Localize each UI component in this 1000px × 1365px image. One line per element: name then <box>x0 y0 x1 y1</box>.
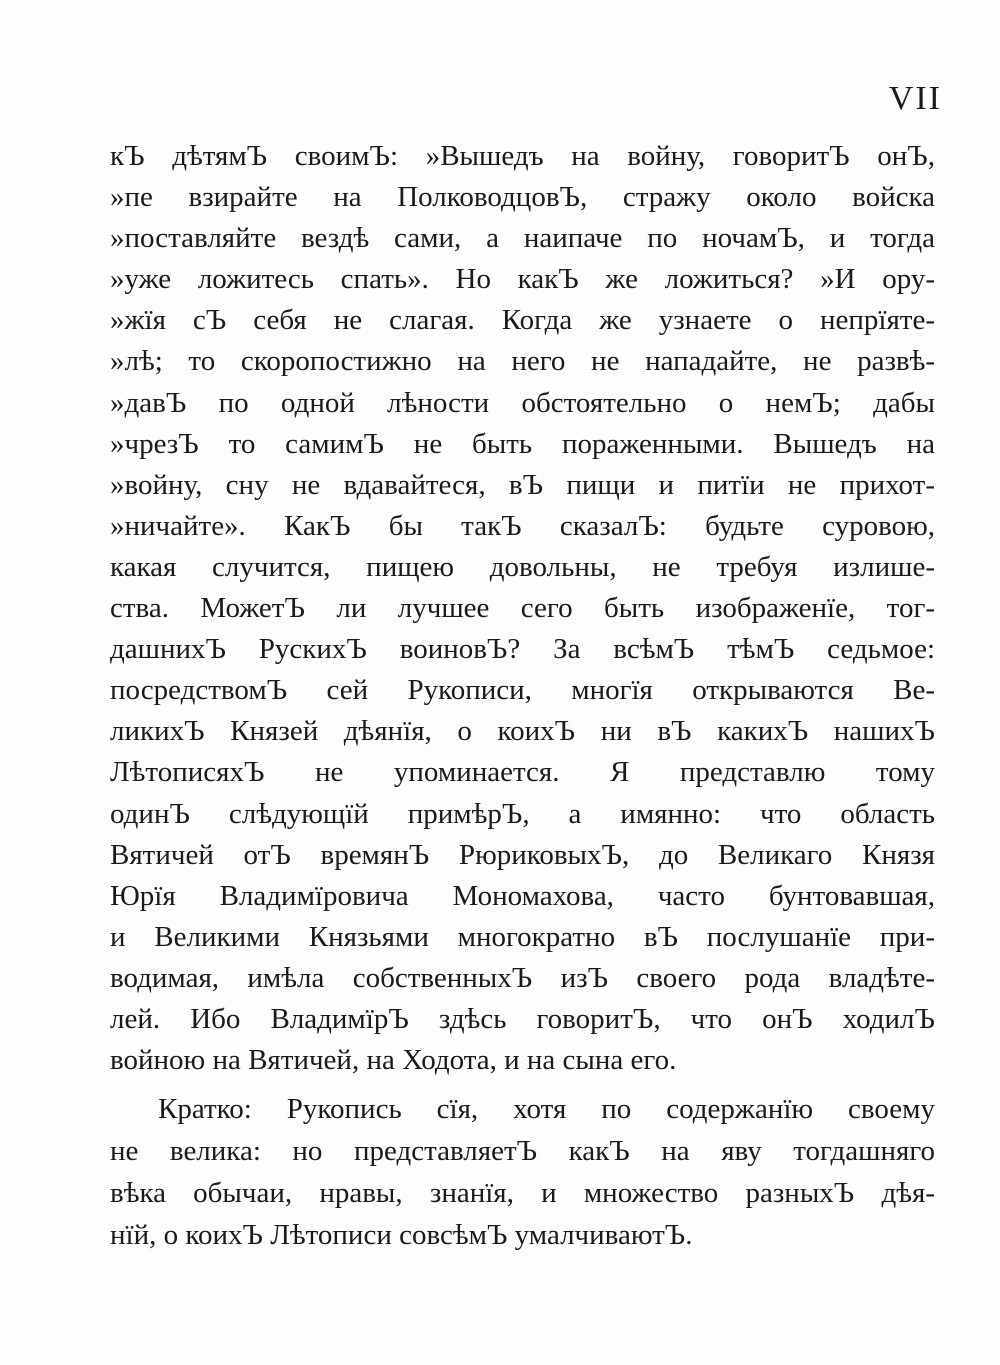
text-line: »уже ложитесь спать». Но какЪ же ложиться? »И ору- <box>110 263 935 296</box>
page-number: VII <box>888 80 942 117</box>
text-line: ЛѣтописяхЪ не упоминается. Я представлю тому <box>110 756 935 789</box>
text-line: »поставляйте вездѣ сами, а наипаче по ночамЪ, и тогда <box>110 222 935 255</box>
text-line: »чрезЪ то самимЪ не быть пораженными. Вышедъ на <box>110 427 935 460</box>
text-line: »войну, сну не вдавайтеся, вЪ пищи и питїи не прихот- <box>110 468 935 501</box>
text-line: Юрїя Владимїровича Мономахова, часто бунтовавшая, <box>110 879 935 912</box>
text-line: нїй, о коихЪ Лѣтописи совсѣмЪ умалчиваютЪ. <box>110 1219 693 1251</box>
text-line: ства. МожетЪ ли лучшее сего быть изображенїе, тог- <box>110 592 935 625</box>
text-line: »лѣ; то скоропостижно на него не нападайте, не развѣ- <box>110 345 935 378</box>
paragraph-1 <box>110 136 935 1081</box>
text-line: лей. Ибо ВладимїрЪ здѣсь говоритЪ, что онЪ ходилЪ <box>110 1002 935 1035</box>
text-line: одинЪ слѣдующїй примѣрЪ, а имянно: что область <box>110 797 935 830</box>
text-line: дашнихЪ РускихЪ воиновЪ? За всѣмЪ тѣмЪ седьмое: <box>110 633 935 666</box>
text-line: »ничайте». КакЪ бы такЪ сказалЪ: будьте суровою, <box>110 509 935 542</box>
text-line: Вятичей отЪ времянЪ РюриковыхЪ, до Великаго Князя <box>110 838 935 871</box>
text-line: какая случится, пищею довольны, не требуя излише- <box>110 550 935 583</box>
text-line: Кратко: Рукопись сїя, хотя по содержанїю своему <box>158 1093 935 1125</box>
text-line: и Великими Князьями многократно вЪ послушанїе при- <box>110 920 935 953</box>
paragraph-2 <box>110 1088 935 1256</box>
text-line: не велика: но представляетЪ какЪ на яву тогдашняго <box>110 1135 935 1167</box>
text-line: »пе взирайте на ПолководцовЪ, стражу около войска <box>110 181 935 214</box>
text-line: войною на Вятичей, на Ходота, и на сына его. <box>110 1044 677 1077</box>
text-line: »жїя сЪ себя не слагая. Когда же узнаете о непрїяте- <box>110 304 935 337</box>
text-line: »давЪ по одной лѣности обстоятельно о немЪ; дабы <box>110 386 935 419</box>
text-line: посредствомЪ сей Рукописи, многїя открываются Ве- <box>110 674 935 707</box>
text-line: вѣка обычаи, нравы, знанїя, и множество разныхЪ дѣя- <box>110 1177 935 1209</box>
text-line: ликихЪ Князей дѣянїя, о коихЪ ни вЪ какихЪ нашихЪ <box>110 715 935 748</box>
text-line: кЪ дѣтямЪ своимЪ: »Вышедъ на войну, говоритЪ онЪ, <box>110 140 935 172</box>
text-line: водимая, имѣла собственныхЪ изЪ своего рода владѣте- <box>110 961 935 994</box>
